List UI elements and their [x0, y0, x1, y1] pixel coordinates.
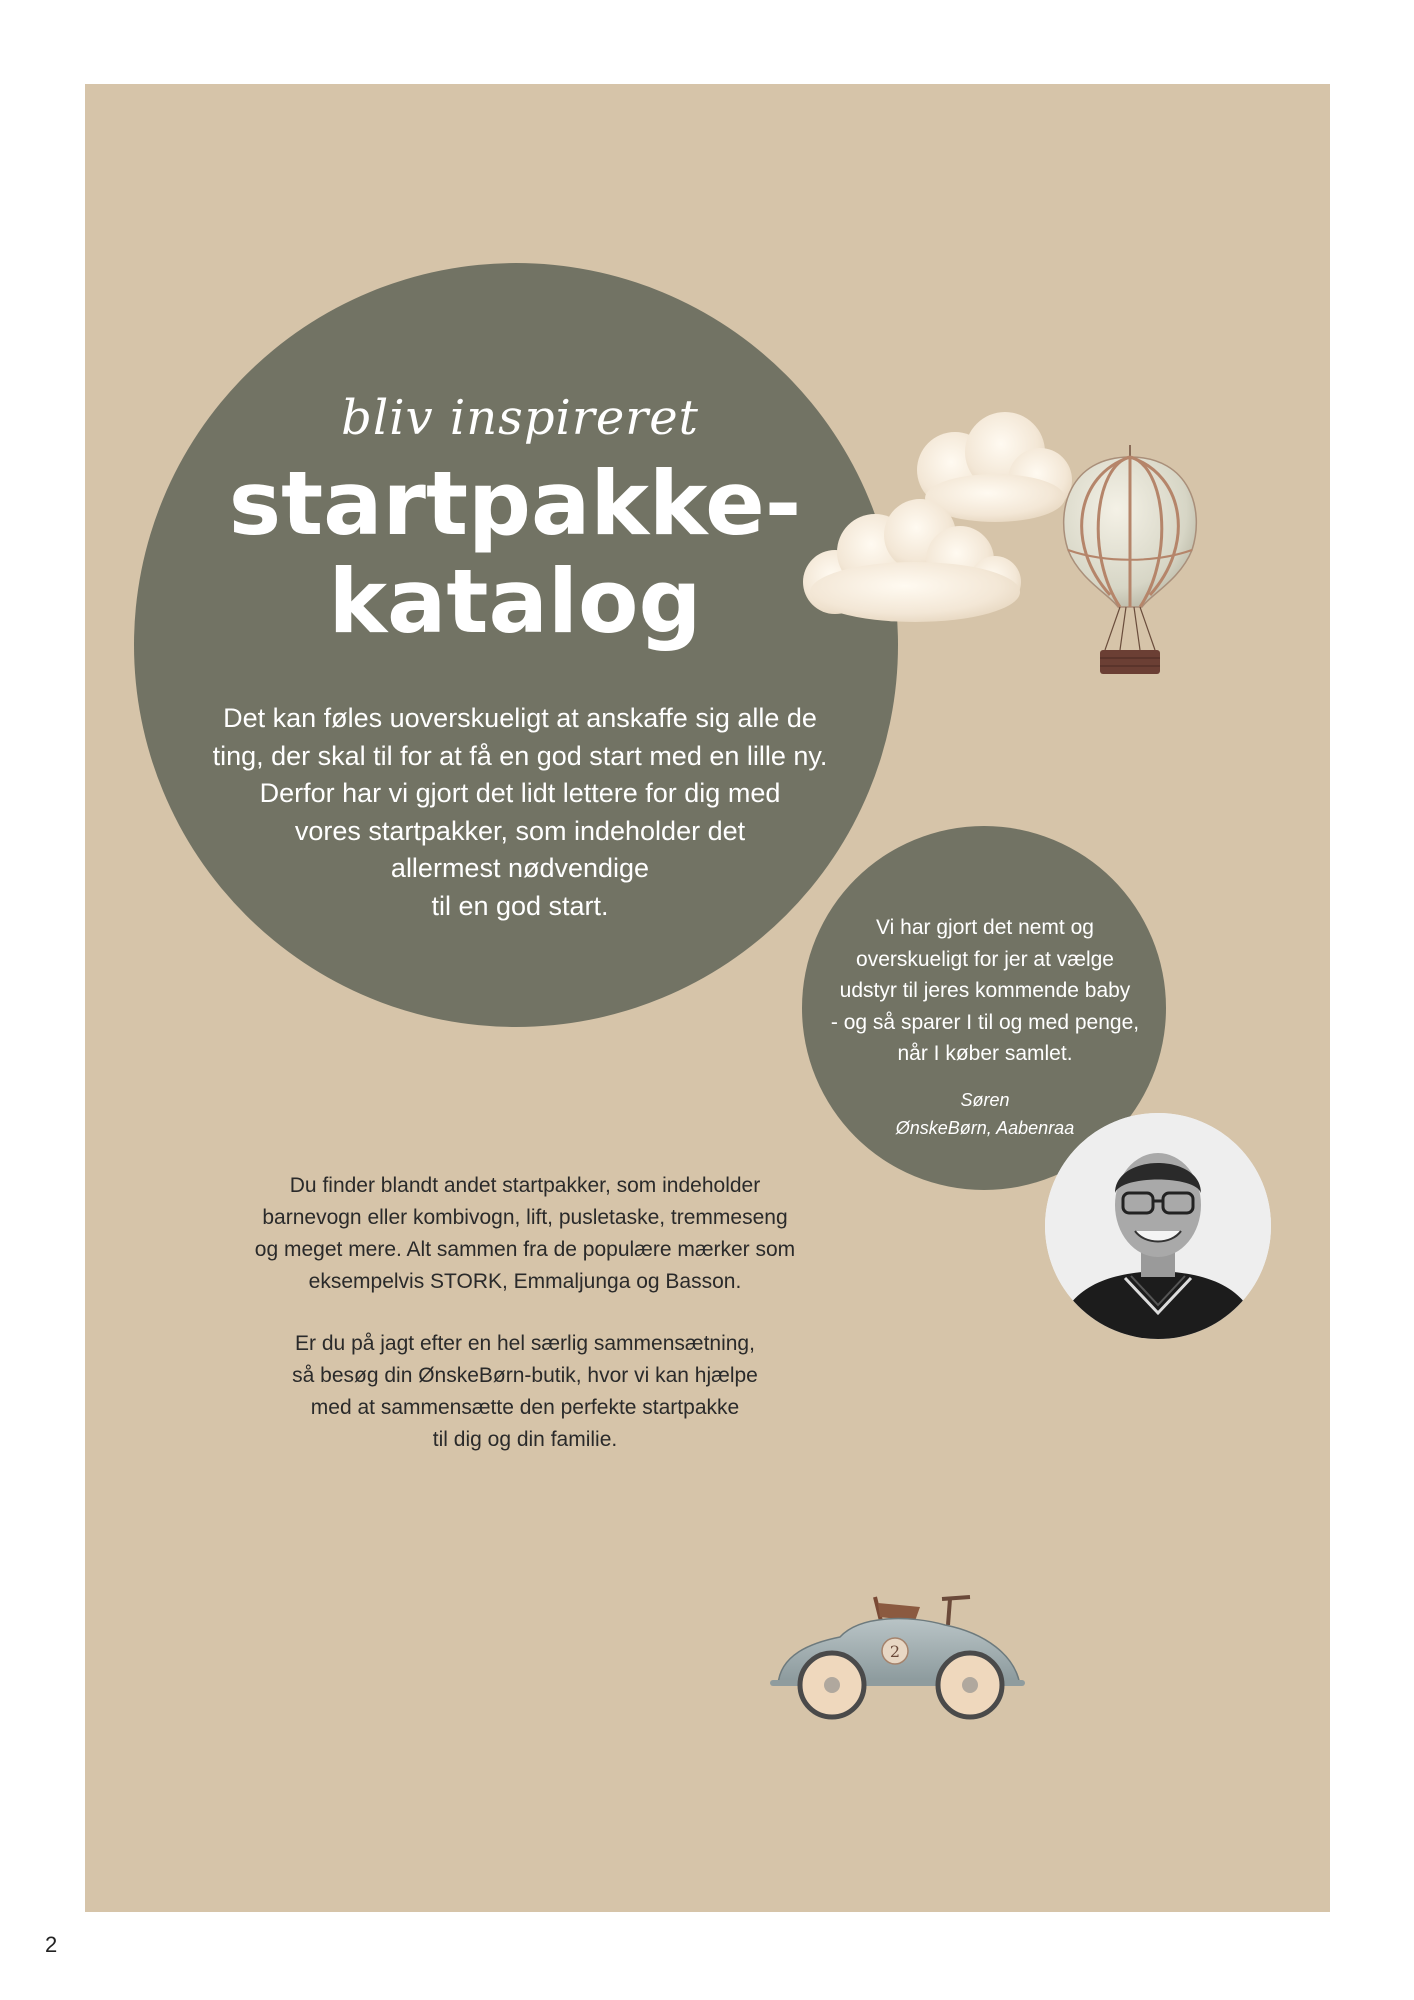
intro-line: Derfor har vi gjort det lidt lettere for dig med — [259, 778, 781, 808]
intro-line: allermest nødvendige — [390, 853, 650, 883]
intro-line: vores startpakker, som indeholder det — [294, 815, 746, 846]
intro-line: Det kan føles uoverskueligt at anskaffe sig alle de — [223, 703, 817, 733]
toy-car-illustration — [770, 1585, 1030, 1725]
title-line-2: katalog — [328, 550, 702, 653]
page-title — [190, 452, 840, 653]
body-line: så besøg din ØnskeBørn-butik, hvor vi kan hjælpe — [292, 1364, 758, 1387]
quote-line: når I køber samlet. — [897, 1042, 1073, 1065]
body-line: og meget mere. Alt sammen fra de populære mærker som — [254, 1238, 796, 1261]
author-store: ØnskeBørn, Aabenraa — [895, 1118, 1075, 1138]
page-number: 2 — [45, 1932, 58, 1957]
quote-line: - og så sparer I til og med penge, — [830, 1010, 1140, 1034]
quote-line: overskueligt for jer at vælge — [856, 947, 1114, 971]
body-line: Du finder blandt andet startpakker, som indeholder — [289, 1174, 761, 1197]
intro-line: ting, der skal til for at få en god start med en lille ny. — [212, 740, 828, 771]
car-number: 2 — [889, 1642, 901, 1661]
body-line: barnevogn eller kombivogn, lift, pusletaske, tremmeseng — [262, 1206, 788, 1229]
cloud-illustration — [780, 410, 1080, 640]
body-line: til dig og din familie. — [432, 1428, 618, 1451]
body-line: med at sammensætte den perfekte startpakke — [310, 1396, 740, 1419]
quote-line: udstyr til jeres kommende baby — [839, 979, 1131, 1002]
body-line: Er du på jagt efter en hel særlig sammensætning, — [295, 1332, 755, 1355]
script-subtitle: bliv inspireret — [341, 390, 699, 446]
author-name: Søren — [960, 1090, 1010, 1110]
body-text-1 — [180, 1170, 870, 1298]
quote-author — [860, 1086, 1110, 1142]
intro-text — [170, 700, 870, 925]
hot-air-balloon-illustration — [1050, 445, 1210, 685]
quote-text — [800, 912, 1170, 1070]
quote-line: Vi har gjort det nemt og — [876, 916, 1094, 939]
body-line: eksempelvis STORK, Emmaljunga og Basson. — [308, 1270, 742, 1293]
portrait-photo — [1045, 1113, 1271, 1339]
title-line-1: startpakke- — [228, 452, 802, 555]
intro-line: til en god start. — [431, 890, 609, 921]
body-text-2 — [180, 1328, 870, 1456]
portrait-illustration — [1045, 1113, 1271, 1339]
